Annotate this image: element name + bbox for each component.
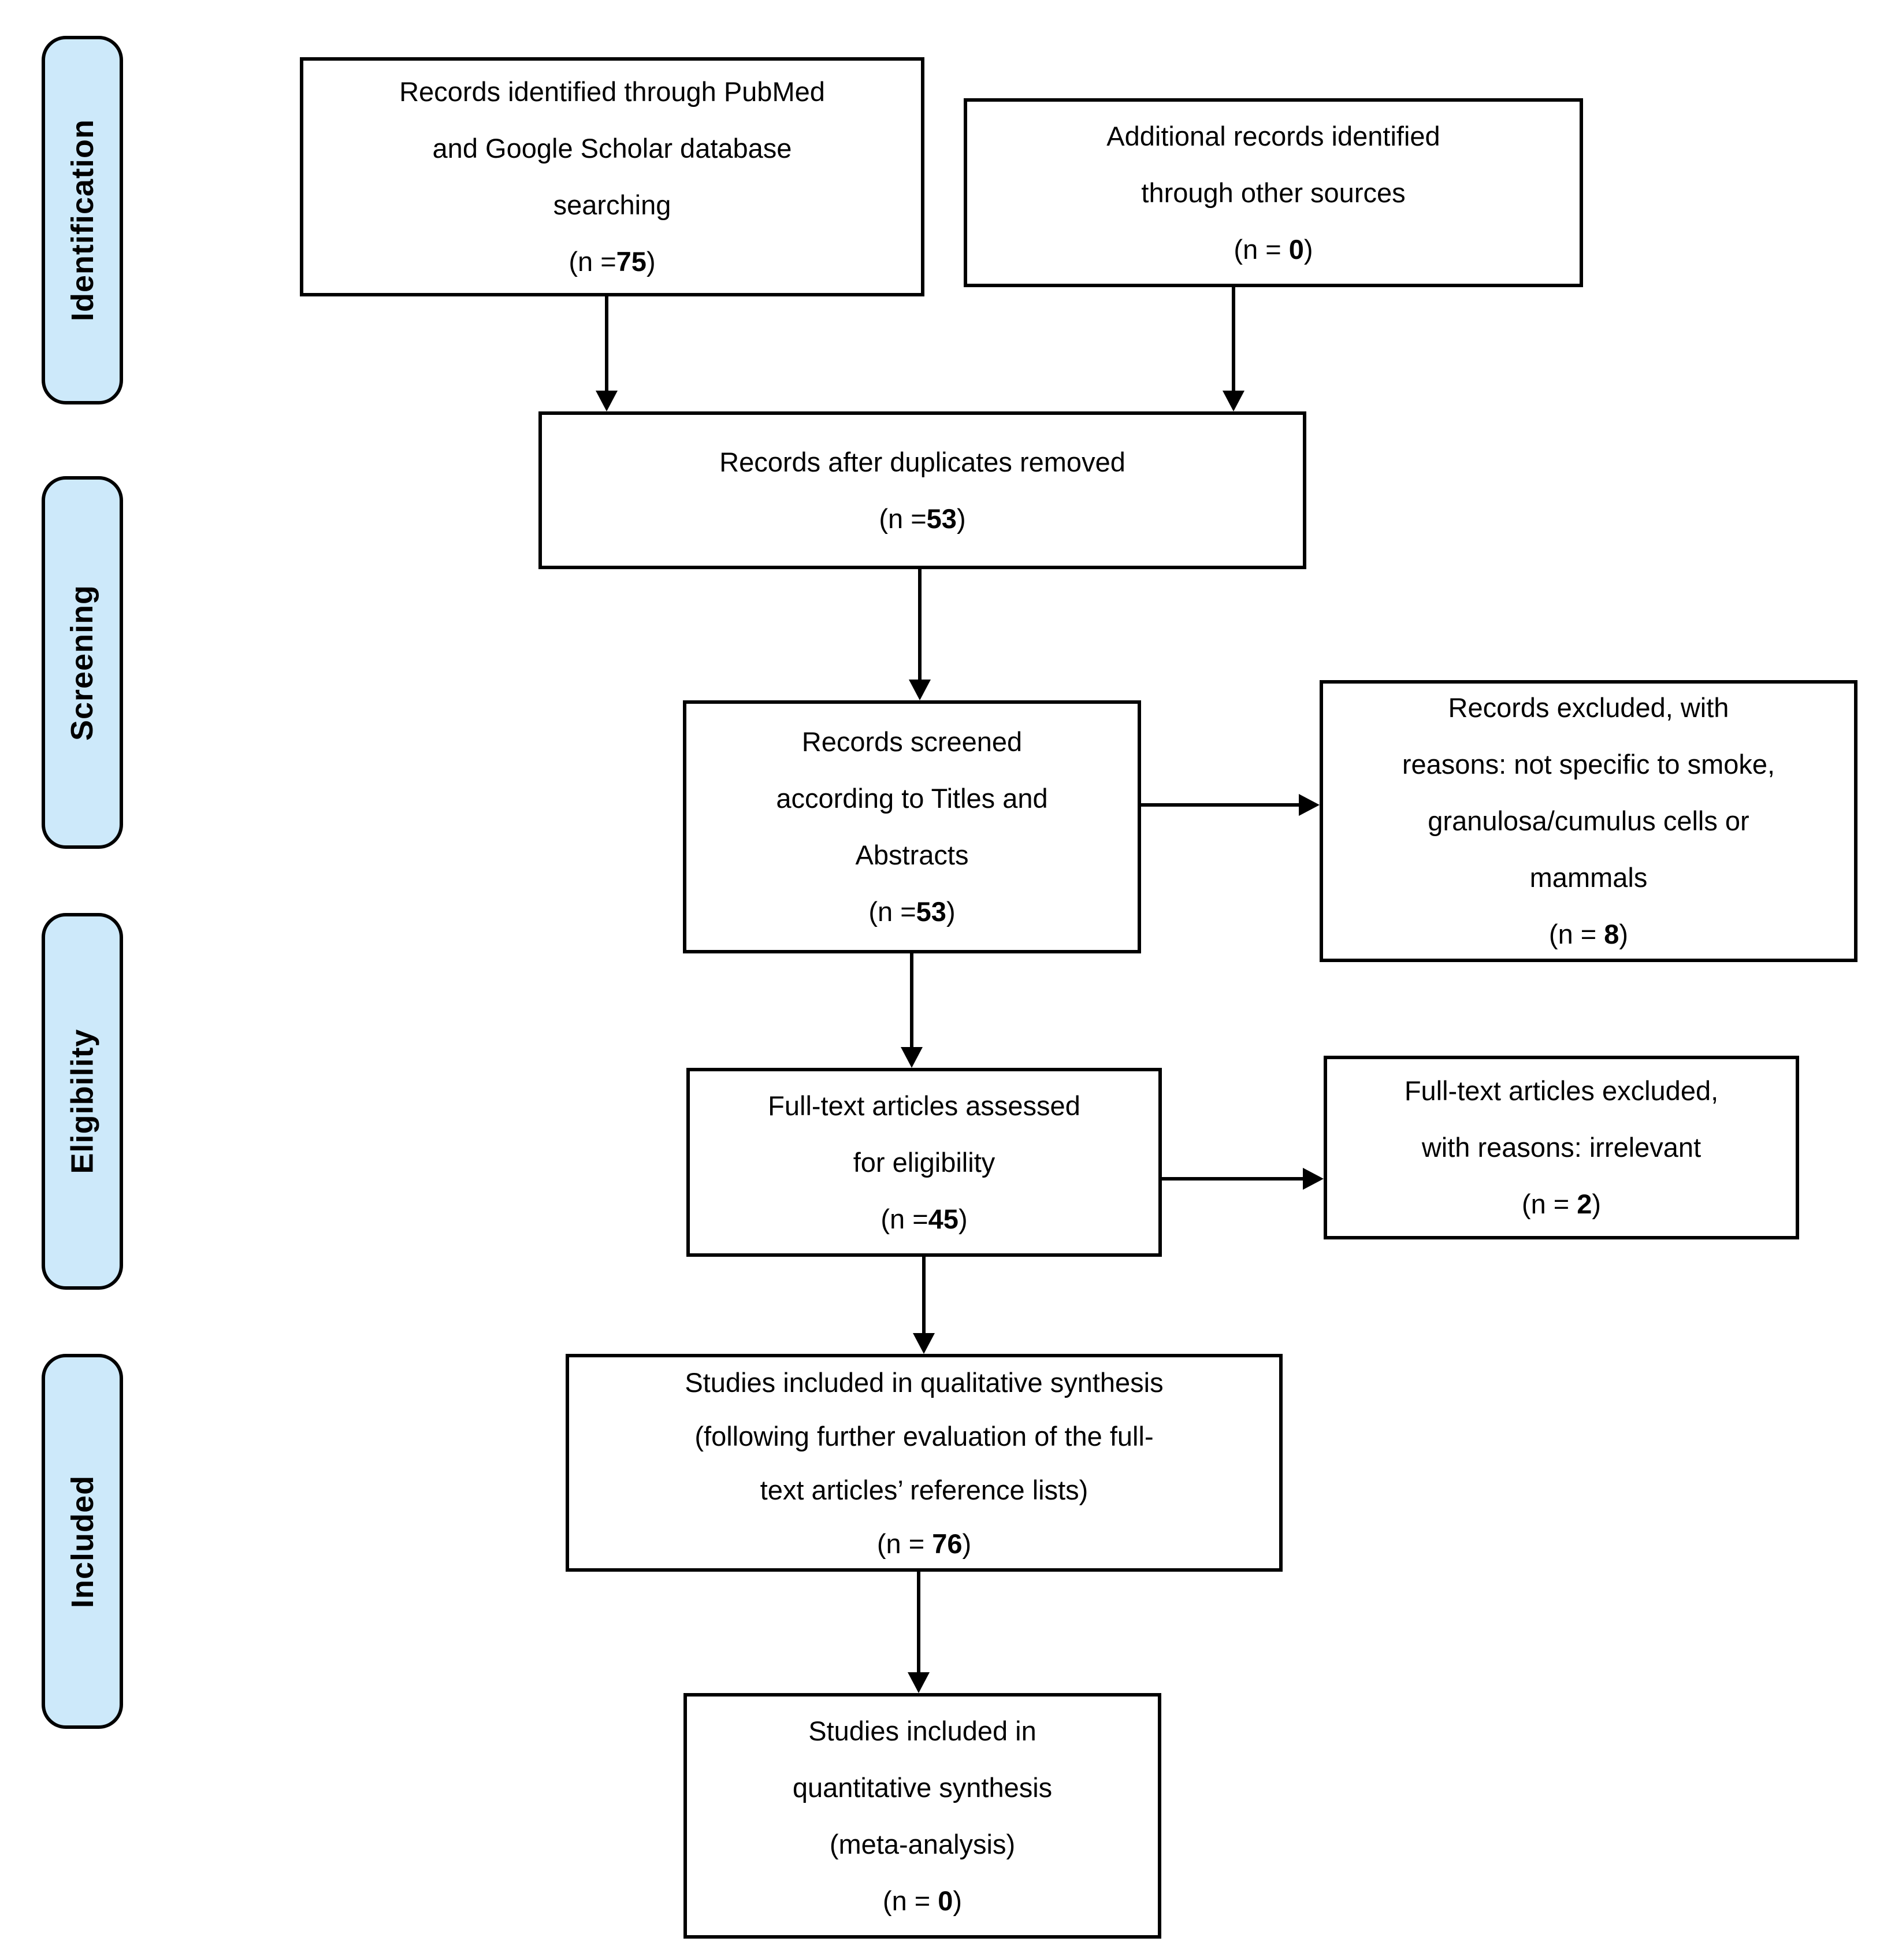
arrow-line [922,1257,926,1333]
arrowhead-down-icon [901,1047,923,1068]
box-quantitative-synthesis [683,1693,1161,1939]
arrowhead-right-icon [1299,794,1320,816]
n-count-line: (n =53) [879,503,966,534]
n-value: 75 [616,246,647,277]
arrowhead-down-icon [1223,391,1244,411]
n-count-line: (n = 0) [1234,233,1313,265]
stage-label-included [42,1354,123,1729]
box-text: Studies included in quantitative synthesis (meta-analysis) [792,1715,1053,1859]
box-text: Records excluded, with reasons: not specific to smoke, granulosa/cumulus cells or mammals [1402,692,1775,893]
arrowhead-down-icon [596,391,618,411]
stage-label-eligibility [42,913,123,1290]
arrow-line [605,296,608,391]
box-text: Full-text articles assessed for eligibility [768,1090,1080,1178]
box-duplicates-removed [538,411,1306,569]
n-value: 76 [932,1528,963,1559]
n-value: 45 [928,1203,958,1234]
arrow-line [917,1572,920,1672]
box-records-excluded [1320,680,1857,962]
box-records-screened [683,700,1141,953]
arrow-line [1232,287,1235,391]
n-count-line: (n = 76) [876,1528,972,1559]
stage-label-text: Identification [65,119,100,321]
stage-label-screening [42,476,123,849]
box-fulltext-assessed [686,1068,1162,1257]
n-count-line: (n = 8) [1548,919,1629,949]
box-fulltext-excluded [1324,1056,1799,1239]
arrowhead-down-icon [909,680,931,700]
box-text: Records identified through PubMed and Google Scholar database searching [399,76,825,220]
stage-label-text: Screening [65,584,100,741]
box-additional-records [964,98,1583,287]
box-text: Additional records identified through other sources [1106,120,1440,208]
n-count-line: (n =75) [569,246,656,277]
n-count-line: (n =53) [868,896,956,927]
stage-label-text: Eligibility [65,1029,100,1174]
arrowhead-down-icon [913,1333,935,1354]
arrow-line [918,569,922,680]
box-text: Records screened according to Titles and Abstracts [776,726,1048,870]
n-value: 53 [926,503,957,534]
arrow-line [910,953,913,1047]
n-value: 0 [1288,233,1304,265]
box-records-identified [300,57,924,296]
arrow-line [1162,1177,1303,1181]
n-value: 8 [1604,919,1619,949]
stage-label-identification [42,36,123,404]
stage-label-text: Included [65,1475,100,1608]
n-count-line: (n =45) [881,1203,968,1234]
box-text: Records after duplicates removed [719,446,1125,477]
arrowhead-right-icon [1303,1168,1324,1190]
n-value: 2 [1577,1189,1592,1219]
arrow-line [1141,803,1299,807]
box-text: Full-text articles excluded, with reasons: irrelevant [1404,1075,1719,1163]
n-value: 0 [938,1885,953,1916]
n-count-line: (n = 0) [882,1885,963,1916]
box-qualitative-synthesis [566,1354,1283,1572]
arrowhead-down-icon [908,1672,930,1693]
n-count-line: (n = 2) [1521,1189,1602,1219]
n-value: 53 [916,896,946,927]
box-text: Studies included in qualitative synthesis (following further evaluation of the full- text articles’ reference lists) [685,1367,1164,1505]
